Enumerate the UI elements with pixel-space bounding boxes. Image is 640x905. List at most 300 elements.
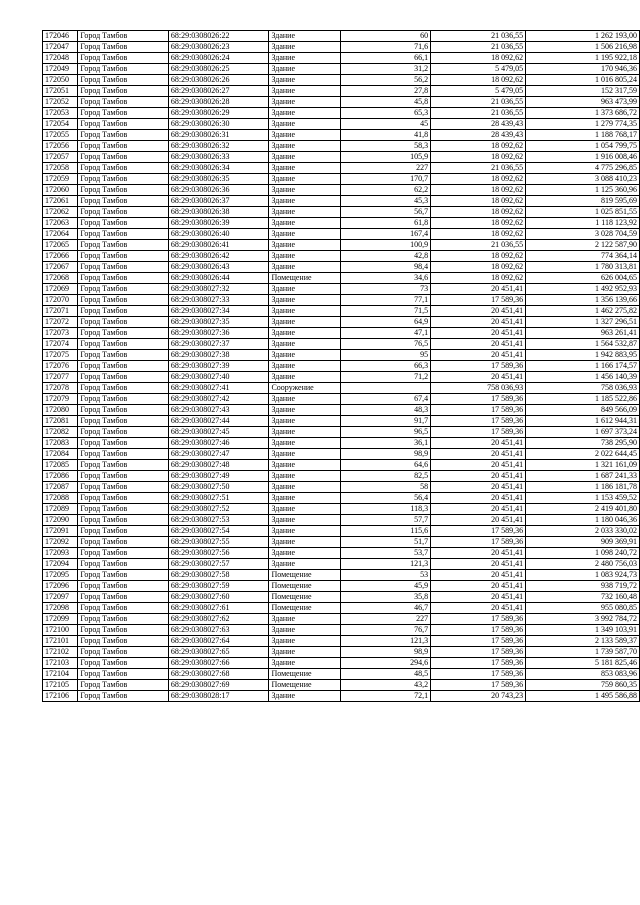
row-number-cell: 172079 bbox=[43, 394, 78, 405]
specific-value-cell: 20 451,41 bbox=[431, 471, 526, 482]
object-type-cell: Здание bbox=[269, 548, 341, 559]
cadastral-number-cell: 68:29:0308026:31 bbox=[168, 130, 269, 141]
locality-cell: Город Тамбов bbox=[78, 42, 168, 53]
object-type-cell: Здание bbox=[269, 460, 341, 471]
table-row bbox=[43, 273, 640, 284]
object-type-cell: Здание bbox=[269, 427, 341, 438]
object-type-cell: Помещение bbox=[269, 603, 341, 614]
specific-value-cell: 20 451,41 bbox=[431, 482, 526, 493]
cadastral-number-cell: 68:29:0308027:65 bbox=[168, 647, 269, 658]
object-type-cell: Здание bbox=[269, 361, 341, 372]
table-body bbox=[43, 31, 640, 702]
table-row bbox=[43, 75, 640, 86]
specific-value-cell: 20 451,41 bbox=[431, 548, 526, 559]
row-number-cell: 172103 bbox=[43, 658, 78, 669]
specific-value-cell: 17 589,36 bbox=[431, 669, 526, 680]
table-row bbox=[43, 119, 640, 130]
specific-value-cell: 20 451,41 bbox=[431, 372, 526, 383]
area-cell: 294,6 bbox=[341, 658, 431, 669]
row-number-cell: 172092 bbox=[43, 537, 78, 548]
row-number-cell: 172080 bbox=[43, 405, 78, 416]
object-type-cell: Здание bbox=[269, 86, 341, 97]
specific-value-cell: 17 589,36 bbox=[431, 625, 526, 636]
cadastral-value-cell: 2 022 644,45 bbox=[526, 449, 640, 460]
object-type-cell: Помещение bbox=[269, 680, 341, 691]
cadastral-number-cell: 68:29:0308027:40 bbox=[168, 372, 269, 383]
cadastral-number-cell: 68:29:0308027:50 bbox=[168, 482, 269, 493]
object-type-cell: Здание bbox=[269, 240, 341, 251]
object-type-cell: Здание bbox=[269, 251, 341, 262]
locality-cell: Город Тамбов bbox=[78, 383, 168, 394]
table-row bbox=[43, 625, 640, 636]
table-row bbox=[43, 438, 640, 449]
specific-value-cell: 20 451,41 bbox=[431, 306, 526, 317]
object-type-cell: Здание bbox=[269, 559, 341, 570]
object-type-cell: Сооружение bbox=[269, 383, 341, 394]
locality-cell: Город Тамбов bbox=[78, 625, 168, 636]
cadastral-value-cell: 1 327 296,51 bbox=[526, 317, 640, 328]
object-type-cell: Здание bbox=[269, 482, 341, 493]
cadastral-number-cell: 68:29:0308026:36 bbox=[168, 185, 269, 196]
locality-cell: Город Тамбов bbox=[78, 317, 168, 328]
cadastral-value-cell: 774 364,14 bbox=[526, 251, 640, 262]
specific-value-cell: 20 743,23 bbox=[431, 691, 526, 702]
locality-cell: Город Тамбов bbox=[78, 108, 168, 119]
cadastral-number-cell: 68:29:0308026:37 bbox=[168, 196, 269, 207]
table-row bbox=[43, 130, 640, 141]
cadastral-value-cell: 1 697 373,24 bbox=[526, 427, 640, 438]
cadastral-number-cell: 68:29:0308026:29 bbox=[168, 108, 269, 119]
specific-value-cell: 18 092,62 bbox=[431, 185, 526, 196]
locality-cell: Город Тамбов bbox=[78, 537, 168, 548]
cadastral-number-cell: 68:29:0308027:46 bbox=[168, 438, 269, 449]
cadastral-value-cell: 963 473,99 bbox=[526, 97, 640, 108]
specific-value-cell: 17 589,36 bbox=[431, 361, 526, 372]
specific-value-cell: 5 479,05 bbox=[431, 64, 526, 75]
specific-value-cell: 17 589,36 bbox=[431, 295, 526, 306]
object-type-cell: Здание bbox=[269, 394, 341, 405]
row-number-cell: 172099 bbox=[43, 614, 78, 625]
cadastral-value-cell: 738 295,90 bbox=[526, 438, 640, 449]
cadastral-number-cell: 68:29:0308027:35 bbox=[168, 317, 269, 328]
row-number-cell: 172058 bbox=[43, 163, 78, 174]
area-cell: 45,9 bbox=[341, 581, 431, 592]
table-row bbox=[43, 317, 640, 328]
object-type-cell: Здание bbox=[269, 504, 341, 515]
row-number-cell: 172073 bbox=[43, 328, 78, 339]
area-cell: 71,2 bbox=[341, 372, 431, 383]
row-number-cell: 172059 bbox=[43, 174, 78, 185]
cadastral-number-cell: 68:29:0308027:49 bbox=[168, 471, 269, 482]
specific-value-cell: 20 451,41 bbox=[431, 592, 526, 603]
row-number-cell: 172074 bbox=[43, 339, 78, 350]
cadastral-number-cell: 68:29:0308027:39 bbox=[168, 361, 269, 372]
locality-cell: Город Тамбов bbox=[78, 460, 168, 471]
area-cell: 76,7 bbox=[341, 625, 431, 636]
locality-cell: Город Тамбов bbox=[78, 31, 168, 42]
cadastral-value-cell: 1 118 123,92 bbox=[526, 218, 640, 229]
locality-cell: Город Тамбов bbox=[78, 394, 168, 405]
cadastral-number-cell: 68:29:0308026:25 bbox=[168, 64, 269, 75]
row-number-cell: 172081 bbox=[43, 416, 78, 427]
object-type-cell: Здание bbox=[269, 405, 341, 416]
cadastral-number-cell: 68:29:0308027:34 bbox=[168, 306, 269, 317]
cadastral-number-cell: 68:29:0308026:26 bbox=[168, 75, 269, 86]
row-number-cell: 172078 bbox=[43, 383, 78, 394]
cadastral-value-cell: 2 122 587,90 bbox=[526, 240, 640, 251]
row-number-cell: 172090 bbox=[43, 515, 78, 526]
locality-cell: Город Тамбов bbox=[78, 526, 168, 537]
row-number-cell: 172048 bbox=[43, 53, 78, 64]
cadastral-number-cell: 68:29:0308027:51 bbox=[168, 493, 269, 504]
locality-cell: Город Тамбов bbox=[78, 97, 168, 108]
specific-value-cell: 21 036,55 bbox=[431, 31, 526, 42]
area-cell: 64,6 bbox=[341, 460, 431, 471]
locality-cell: Город Тамбов bbox=[78, 636, 168, 647]
area-cell: 91,7 bbox=[341, 416, 431, 427]
cadastral-value-cell: 1 462 275,82 bbox=[526, 306, 640, 317]
cadastral-value-cell: 5 181 825,46 bbox=[526, 658, 640, 669]
locality-cell: Город Тамбов bbox=[78, 229, 168, 240]
object-type-cell: Здание bbox=[269, 53, 341, 64]
locality-cell: Город Тамбов bbox=[78, 218, 168, 229]
specific-value-cell: 18 092,62 bbox=[431, 53, 526, 64]
locality-cell: Город Тамбов bbox=[78, 603, 168, 614]
row-number-cell: 172050 bbox=[43, 75, 78, 86]
row-number-cell: 172088 bbox=[43, 493, 78, 504]
cadastral-value-cell: 1 739 587,70 bbox=[526, 647, 640, 658]
area-cell: 61,8 bbox=[341, 218, 431, 229]
cadastral-number-cell: 68:29:0308027:48 bbox=[168, 460, 269, 471]
area-cell: 48,5 bbox=[341, 669, 431, 680]
row-number-cell: 172091 bbox=[43, 526, 78, 537]
cadastral-value-cell: 1 180 046,36 bbox=[526, 515, 640, 526]
cadastral-number-cell: 68:29:0308026:44 bbox=[168, 273, 269, 284]
object-type-cell: Здание bbox=[269, 493, 341, 504]
row-number-cell: 172049 bbox=[43, 64, 78, 75]
cadastral-number-cell: 68:29:0308026:42 bbox=[168, 251, 269, 262]
cadastral-value-cell: 1 942 883,95 bbox=[526, 350, 640, 361]
row-number-cell: 172075 bbox=[43, 350, 78, 361]
locality-cell: Город Тамбов bbox=[78, 185, 168, 196]
cadastral-number-cell: 68:29:0308027:68 bbox=[168, 669, 269, 680]
locality-cell: Город Тамбов bbox=[78, 119, 168, 130]
specific-value-cell: 20 451,41 bbox=[431, 559, 526, 570]
area-cell: 115,6 bbox=[341, 526, 431, 537]
specific-value-cell: 18 092,62 bbox=[431, 262, 526, 273]
area-cell: 95 bbox=[341, 350, 431, 361]
cadastral-value-cell: 1 054 799,75 bbox=[526, 141, 640, 152]
cadastral-number-cell: 68:29:0308027:38 bbox=[168, 350, 269, 361]
object-type-cell: Здание bbox=[269, 108, 341, 119]
table-row bbox=[43, 504, 640, 515]
locality-cell: Город Тамбов bbox=[78, 405, 168, 416]
area-cell: 35,8 bbox=[341, 592, 431, 603]
cadastral-number-cell: 68:29:0308027:37 bbox=[168, 339, 269, 350]
area-cell bbox=[341, 383, 431, 394]
cadastral-value-cell: 1 188 768,17 bbox=[526, 130, 640, 141]
area-cell: 98,9 bbox=[341, 647, 431, 658]
specific-value-cell: 758 036,93 bbox=[431, 383, 526, 394]
row-number-cell: 172105 bbox=[43, 680, 78, 691]
locality-cell: Город Тамбов bbox=[78, 581, 168, 592]
locality-cell: Город Тамбов bbox=[78, 658, 168, 669]
table-row bbox=[43, 306, 640, 317]
cadastral-value-cell: 1 098 240,72 bbox=[526, 548, 640, 559]
table-row bbox=[43, 471, 640, 482]
cadastral-value-cell: 1 166 174,57 bbox=[526, 361, 640, 372]
table-row bbox=[43, 526, 640, 537]
locality-cell: Город Тамбов bbox=[78, 592, 168, 603]
object-type-cell: Здание bbox=[269, 372, 341, 383]
cadastral-value-cell: 955 080,85 bbox=[526, 603, 640, 614]
cadastral-value-cell: 170 946,36 bbox=[526, 64, 640, 75]
table-row bbox=[43, 482, 640, 493]
area-cell: 42,8 bbox=[341, 251, 431, 262]
table-row bbox=[43, 64, 640, 75]
cadastral-value-cell: 849 566,09 bbox=[526, 405, 640, 416]
area-cell: 98,9 bbox=[341, 449, 431, 460]
specific-value-cell: 18 092,62 bbox=[431, 141, 526, 152]
specific-value-cell: 18 092,62 bbox=[431, 207, 526, 218]
cadastral-number-cell: 68:29:0308027:66 bbox=[168, 658, 269, 669]
area-cell: 60 bbox=[341, 31, 431, 42]
specific-value-cell: 20 451,41 bbox=[431, 317, 526, 328]
table-row bbox=[43, 592, 640, 603]
row-number-cell: 172056 bbox=[43, 141, 78, 152]
cadastral-number-cell: 68:29:0308027:52 bbox=[168, 504, 269, 515]
cadastral-number-cell: 68:29:0308027:47 bbox=[168, 449, 269, 460]
cadastral-number-cell: 68:29:0308027:44 bbox=[168, 416, 269, 427]
locality-cell: Город Тамбов bbox=[78, 75, 168, 86]
area-cell: 65,3 bbox=[341, 108, 431, 119]
object-type-cell: Здание bbox=[269, 515, 341, 526]
specific-value-cell: 18 092,62 bbox=[431, 218, 526, 229]
cadastral-value-cell: 2 133 589,37 bbox=[526, 636, 640, 647]
table-row bbox=[43, 383, 640, 394]
object-type-cell: Здание bbox=[269, 295, 341, 306]
cadastral-number-cell: 68:29:0308027:63 bbox=[168, 625, 269, 636]
cadastral-number-cell: 68:29:0308027:56 bbox=[168, 548, 269, 559]
object-type-cell: Здание bbox=[269, 119, 341, 130]
table-row bbox=[43, 163, 640, 174]
cadastral-number-cell: 68:29:0308026:27 bbox=[168, 86, 269, 97]
locality-cell: Город Тамбов bbox=[78, 207, 168, 218]
specific-value-cell: 20 451,41 bbox=[431, 493, 526, 504]
cadastral-number-cell: 68:29:0308026:28 bbox=[168, 97, 269, 108]
table-row bbox=[43, 427, 640, 438]
table-row bbox=[43, 570, 640, 581]
row-number-cell: 172098 bbox=[43, 603, 78, 614]
cadastral-number-cell: 68:29:0308027:53 bbox=[168, 515, 269, 526]
row-number-cell: 172076 bbox=[43, 361, 78, 372]
cadastral-value-cell: 1 687 241,33 bbox=[526, 471, 640, 482]
cadastral-number-cell: 68:29:0308027:59 bbox=[168, 581, 269, 592]
table-row bbox=[43, 31, 640, 42]
cadastral-value-cell: 1 373 686,72 bbox=[526, 108, 640, 119]
specific-value-cell: 18 092,62 bbox=[431, 273, 526, 284]
table-row bbox=[43, 328, 640, 339]
locality-cell: Город Тамбов bbox=[78, 141, 168, 152]
row-number-cell: 172065 bbox=[43, 240, 78, 251]
cadastral-value-cell: 626 004,65 bbox=[526, 273, 640, 284]
locality-cell: Город Тамбов bbox=[78, 328, 168, 339]
cadastral-value-cell: 759 860,35 bbox=[526, 680, 640, 691]
row-number-cell: 172055 bbox=[43, 130, 78, 141]
row-number-cell: 172052 bbox=[43, 97, 78, 108]
row-number-cell: 172084 bbox=[43, 449, 78, 460]
area-cell: 56,2 bbox=[341, 75, 431, 86]
table-row bbox=[43, 152, 640, 163]
specific-value-cell: 17 589,36 bbox=[431, 636, 526, 647]
table-row bbox=[43, 636, 640, 647]
object-type-cell: Здание bbox=[269, 449, 341, 460]
locality-cell: Город Тамбов bbox=[78, 482, 168, 493]
locality-cell: Город Тамбов bbox=[78, 295, 168, 306]
cadastral-number-cell: 68:29:0308027:64 bbox=[168, 636, 269, 647]
object-type-cell: Здание bbox=[269, 526, 341, 537]
area-cell: 73 bbox=[341, 284, 431, 295]
area-cell: 121,3 bbox=[341, 636, 431, 647]
cadastral-number-cell: 68:29:0308026:34 bbox=[168, 163, 269, 174]
specific-value-cell: 20 451,41 bbox=[431, 460, 526, 471]
cadastral-number-cell: 68:29:0308026:32 bbox=[168, 141, 269, 152]
cadastral-value-cell: 1 492 952,93 bbox=[526, 284, 640, 295]
cadastral-value-cell: 1 279 774,35 bbox=[526, 119, 640, 130]
cadastral-value-cell: 963 261,41 bbox=[526, 328, 640, 339]
table-row bbox=[43, 537, 640, 548]
object-type-cell: Здание bbox=[269, 207, 341, 218]
area-cell: 227 bbox=[341, 614, 431, 625]
row-number-cell: 172070 bbox=[43, 295, 78, 306]
area-cell: 67,4 bbox=[341, 394, 431, 405]
object-type-cell: Здание bbox=[269, 416, 341, 427]
table-row bbox=[43, 218, 640, 229]
row-number-cell: 172093 bbox=[43, 548, 78, 559]
cadastral-value-cell: 3 992 784,72 bbox=[526, 614, 640, 625]
row-number-cell: 172094 bbox=[43, 559, 78, 570]
object-type-cell: Здание bbox=[269, 42, 341, 53]
object-type-cell: Здание bbox=[269, 97, 341, 108]
area-cell: 71,5 bbox=[341, 306, 431, 317]
cadastral-value-cell: 909 369,91 bbox=[526, 537, 640, 548]
locality-cell: Город Тамбов bbox=[78, 196, 168, 207]
object-type-cell: Здание bbox=[269, 658, 341, 669]
table-row bbox=[43, 691, 640, 702]
row-number-cell: 172064 bbox=[43, 229, 78, 240]
locality-cell: Город Тамбов bbox=[78, 548, 168, 559]
specific-value-cell: 17 589,36 bbox=[431, 658, 526, 669]
specific-value-cell: 21 036,55 bbox=[431, 42, 526, 53]
row-number-cell: 172057 bbox=[43, 152, 78, 163]
object-type-cell: Здание bbox=[269, 328, 341, 339]
object-type-cell: Здание bbox=[269, 130, 341, 141]
area-cell: 96,5 bbox=[341, 427, 431, 438]
row-number-cell: 172053 bbox=[43, 108, 78, 119]
cadastral-number-cell: 68:29:0308027:54 bbox=[168, 526, 269, 537]
object-type-cell: Здание bbox=[269, 625, 341, 636]
specific-value-cell: 18 092,62 bbox=[431, 196, 526, 207]
specific-value-cell: 18 092,62 bbox=[431, 152, 526, 163]
area-cell: 121,3 bbox=[341, 559, 431, 570]
cadastral-number-cell: 68:29:0308027:55 bbox=[168, 537, 269, 548]
cadastral-value-cell: 1 349 103,91 bbox=[526, 625, 640, 636]
table-row bbox=[43, 658, 640, 669]
table-row bbox=[43, 42, 640, 53]
cadastral-value-cell: 938 719,72 bbox=[526, 581, 640, 592]
locality-cell: Город Тамбов bbox=[78, 174, 168, 185]
object-type-cell: Здание bbox=[269, 152, 341, 163]
area-cell: 43,2 bbox=[341, 680, 431, 691]
cadastral-number-cell: 68:29:0308026:24 bbox=[168, 53, 269, 64]
locality-cell: Город Тамбов bbox=[78, 372, 168, 383]
specific-value-cell: 18 092,62 bbox=[431, 174, 526, 185]
table-row bbox=[43, 449, 640, 460]
table-row bbox=[43, 515, 640, 526]
specific-value-cell: 28 439,43 bbox=[431, 119, 526, 130]
object-type-cell: Здание bbox=[269, 174, 341, 185]
cadastral-number-cell: 68:29:0308027:57 bbox=[168, 559, 269, 570]
locality-cell: Город Тамбов bbox=[78, 152, 168, 163]
table-row bbox=[43, 339, 640, 350]
row-number-cell: 172062 bbox=[43, 207, 78, 218]
table-row bbox=[43, 361, 640, 372]
specific-value-cell: 17 589,36 bbox=[431, 427, 526, 438]
area-cell: 47,1 bbox=[341, 328, 431, 339]
row-number-cell: 172106 bbox=[43, 691, 78, 702]
cadastral-number-cell: 68:29:0308027:43 bbox=[168, 405, 269, 416]
row-number-cell: 172077 bbox=[43, 372, 78, 383]
locality-cell: Город Тамбов bbox=[78, 306, 168, 317]
locality-cell: Город Тамбов bbox=[78, 284, 168, 295]
area-cell: 58 bbox=[341, 482, 431, 493]
row-number-cell: 172046 bbox=[43, 31, 78, 42]
row-number-cell: 172102 bbox=[43, 647, 78, 658]
cadastral-number-cell: 68:29:0308026:30 bbox=[168, 119, 269, 130]
table-row bbox=[43, 493, 640, 504]
cadastral-value-cell: 1 506 216,98 bbox=[526, 42, 640, 53]
locality-cell: Город Тамбов bbox=[78, 416, 168, 427]
cadastral-value-cell: 1 025 851,55 bbox=[526, 207, 640, 218]
cadastral-value-cell: 732 160,48 bbox=[526, 592, 640, 603]
area-cell: 118,3 bbox=[341, 504, 431, 515]
table-row bbox=[43, 97, 640, 108]
specific-value-cell: 20 451,41 bbox=[431, 339, 526, 350]
object-type-cell: Здание bbox=[269, 284, 341, 295]
cadastral-value-cell: 758 036,93 bbox=[526, 383, 640, 394]
locality-cell: Город Тамбов bbox=[78, 130, 168, 141]
row-number-cell: 172089 bbox=[43, 504, 78, 515]
cadastral-value-cell: 819 595,69 bbox=[526, 196, 640, 207]
table-row bbox=[43, 174, 640, 185]
specific-value-cell: 17 589,36 bbox=[431, 647, 526, 658]
area-cell: 62,2 bbox=[341, 185, 431, 196]
table-row bbox=[43, 229, 640, 240]
table-row bbox=[43, 284, 640, 295]
object-type-cell: Помещение bbox=[269, 669, 341, 680]
specific-value-cell: 17 589,36 bbox=[431, 416, 526, 427]
table-row bbox=[43, 185, 640, 196]
object-type-cell: Здание bbox=[269, 317, 341, 328]
locality-cell: Город Тамбов bbox=[78, 438, 168, 449]
area-cell: 100,9 bbox=[341, 240, 431, 251]
area-cell: 71,6 bbox=[341, 42, 431, 53]
table-row bbox=[43, 108, 640, 119]
table-row bbox=[43, 460, 640, 471]
cadastral-value-cell: 2 033 330,02 bbox=[526, 526, 640, 537]
object-type-cell: Здание bbox=[269, 614, 341, 625]
cadastral-number-cell: 68:29:0308027:60 bbox=[168, 592, 269, 603]
